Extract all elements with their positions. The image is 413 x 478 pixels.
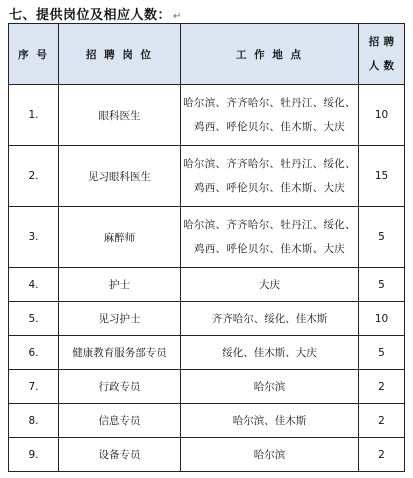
row-count: 2 xyxy=(359,370,405,404)
row-index: 3. xyxy=(9,207,59,268)
row-count: 2 xyxy=(359,404,405,438)
row-position: 设备专员 xyxy=(59,438,181,472)
row-location: 哈尔滨 xyxy=(181,438,359,472)
row-location-line1: 哈尔滨、齐齐哈尔、牡丹江、绥化、 xyxy=(183,219,356,231)
row-location xyxy=(181,146,359,207)
row-location-line2: 鸡西、呼伦贝尔、佳木斯、大庆 xyxy=(193,121,346,133)
row-location: 绥化、佳木斯、大庆 xyxy=(181,336,359,370)
row-location: 大庆 xyxy=(181,268,359,302)
row-location-line2: 鸡西、呼伦贝尔、佳木斯、大庆 xyxy=(193,243,346,255)
row-location-line2: 鸡西、呼伦贝尔、佳木斯、大庆 xyxy=(193,182,346,194)
header-index: 序 号 xyxy=(9,24,59,85)
row-count: 5 xyxy=(359,207,405,268)
row-position: 行政专员 xyxy=(59,370,181,404)
row-position: 眼科医生 xyxy=(59,85,181,146)
section-heading xyxy=(9,4,182,23)
row-count: 10 xyxy=(359,85,405,146)
row-position: 护士 xyxy=(59,268,181,302)
table-row xyxy=(9,146,405,207)
row-count: 10 xyxy=(359,302,405,336)
row-index: 2. xyxy=(9,146,59,207)
paragraph-mark-icon: ↵ xyxy=(173,11,182,22)
row-index: 9. xyxy=(9,438,59,472)
row-index: 5. xyxy=(9,302,59,336)
header-count-line2: 人 数 xyxy=(368,60,395,72)
row-location: 哈尔滨 xyxy=(181,370,359,404)
row-count: 2 xyxy=(359,438,405,472)
table-row xyxy=(9,302,405,336)
row-count: 15 xyxy=(359,146,405,207)
row-position: 健康教育服务部专员 xyxy=(59,336,181,370)
table-header-row xyxy=(9,24,405,85)
header-count-line1: 招 聘 xyxy=(368,36,395,48)
header-location: 工 作 地 点 xyxy=(181,24,359,85)
table-row xyxy=(9,370,405,404)
section-heading-text: 七、提供岗位及相应人数： xyxy=(9,8,172,23)
row-location-line1: 哈尔滨、齐齐哈尔、牡丹江、绥化、 xyxy=(183,158,356,170)
row-location: 齐齐哈尔、绥化、佳木斯 xyxy=(181,302,359,336)
table-row xyxy=(9,404,405,438)
row-index: 6. xyxy=(9,336,59,370)
row-index: 1. xyxy=(9,85,59,146)
row-location xyxy=(181,207,359,268)
row-location-line1: 哈尔滨、齐齐哈尔、牡丹江、绥化、 xyxy=(183,97,356,109)
row-location: 哈尔滨、佳木斯 xyxy=(181,404,359,438)
row-index: 8. xyxy=(9,404,59,438)
row-index: 7. xyxy=(9,370,59,404)
row-position: 见习护士 xyxy=(59,302,181,336)
row-count: 5 xyxy=(359,268,405,302)
table-row xyxy=(9,438,405,472)
row-count: 5 xyxy=(359,336,405,370)
row-position: 信息专员 xyxy=(59,404,181,438)
row-index: 4. xyxy=(9,268,59,302)
positions-table xyxy=(8,23,405,472)
table-row xyxy=(9,85,405,146)
header-count xyxy=(359,24,405,85)
row-position: 见习眼科医生 xyxy=(59,146,181,207)
row-position: 麻醉师 xyxy=(59,207,181,268)
header-position: 招 聘 岗 位 xyxy=(59,24,181,85)
table-row xyxy=(9,207,405,268)
table-row xyxy=(9,336,405,370)
row-location xyxy=(181,85,359,146)
table-row xyxy=(9,268,405,302)
